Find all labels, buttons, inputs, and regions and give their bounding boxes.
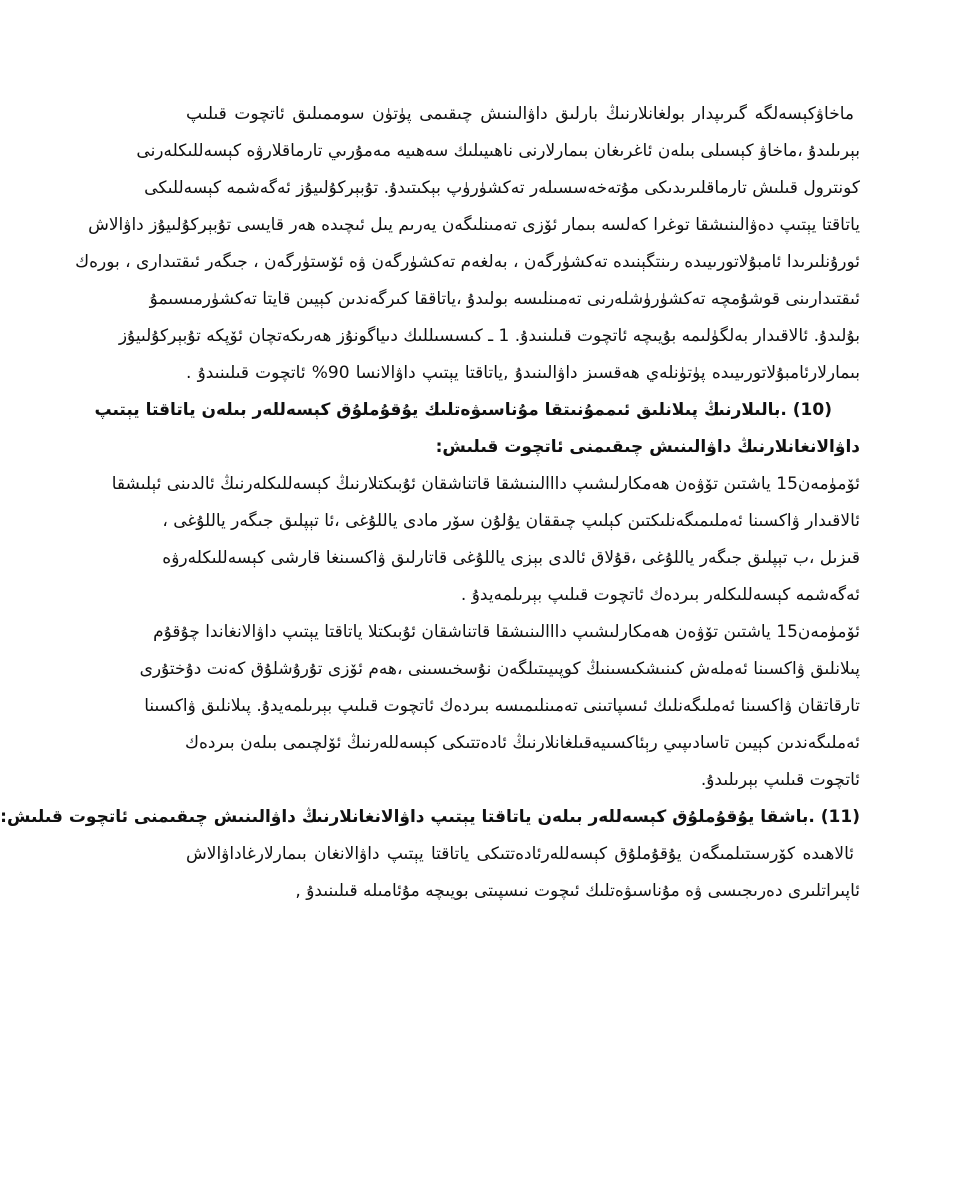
text-line: كونترول قىلىش تارماقلىرىدىكى مۇتەخەسسىلەر تەكشۈرۈپ بېكىتىدۇ. تۇبېركۇلىيۇز ئەگەشمە كېسەللىكى <box>144 178 860 198</box>
text-line: بېرىلىدۇ ،ماخاۋ كېسىلى بىلەن ئاغرىغان بىمارلارنى ناھىيىلىك سەھىيە مەمۇرىي تارماقلارۋە كېسەللىكلەرنى <box>136 141 860 161</box>
section-heading-continued: داۋالانغانلارنىڭ داۋالىنىش چىقىمنى ئاتچوت قىلىش: <box>435 437 860 457</box>
text-line: ياتاقتا يېتىپ دەۋالىنىشقا توغرا كەلسە بىمار ئۆزى تەمىنلىگەن يەرىم يىل ئىچىدە ھەر قايسى تۇبېركۇلىيۇز داۋالاش <box>88 215 860 235</box>
document-page <box>0 96 860 1120</box>
text-line: بىمارلارئامبۇلاتورىيىدە پۈتۈنلەي ھەقسىز داۋالىنىدۇ ,ياتاقتا يېتىپ داۋالانسا 90% ئاتچوت قىلىنىدۇ . <box>186 363 860 383</box>
text-line: پىلانلىق ۋاكسىنا ئەملەش كىنىشكىسىنىڭ كوپىيىتىلگەن نۇسخىسىنى ،ھەم ئۆزى تۇرۇشلۇق كەنت دۇختۇرى <box>139 659 860 679</box>
text-line: ماخاۋكېسەلگە گىرىپدار بولغانلارنىڭ بارلىق داۋالىنىش چىقىمى پۈتۈن سوممىلىق ئاتچوت قىلىپ <box>186 104 854 124</box>
text-line: ئۆمۈمەن15 ياشتىن تۆۋەن ھەمكارلىشىپ دااالىنىشقا قاتناشقان ئۇبىكتلارنىڭ كېسەللىكلەرنىڭ ئالدىنى ئېلىشقا <box>111 474 860 494</box>
text-line: تارقاتقان ۋاكسىنا ئەملىگەنلىك ئىسپاتىنى تەمىنلىمىسە بىردەك ئاتچوت قىلىپ بېرىلمەيدۇ. پىلانلىق ۋاكسىنا <box>144 696 860 716</box>
text-line: ئالاقىدار ۋاكسىنا ئەملىمىگەنلىكتىن كېلىپ چىققان يۇلۇن سۆر مادى ياللۇغى ،ئا تېپلىق جىگەر ياللۇغى ، <box>162 511 860 531</box>
section-heading: (10) .بالىلارنىڭ پىلانلىق ئىممۇنىتقا مۇناسىۋەتلىك يۇقۇملۇق كېسەللەر بىلەن ياتاقتا يېتىپ <box>94 400 832 420</box>
text-line: ئۆمۈمەن15 ياشتىن تۆۋەن ھەمكارلىشىپ دااالىنىشقا قاتناشقان ئۇبىكتلا ياتاقتا يېتىپ داۋالانغاندا چۇقۇم <box>153 622 860 642</box>
text-line: ئەملىگەندىن كېيىن تاسادىپىي رېئاكسىيەقىلغانلارنىڭ ئادەتتىكى كېسەللەرنىڭ ئۆلچىمى بىلەن بىردەك <box>184 733 860 753</box>
text-line: بۇلىدۇ. ئالاقىدار بەلگۈلىمە بۇيىچە ئاتچوت قىلىنىدۇ. 1 ـ كىسسىللىك دىياگونۇز ھەرىكەتچان ئۆپكە تۇبېركۇلىيۇز <box>118 326 860 346</box>
text-line: قىزىل ،ب تېپلىق جىگەر ياللۇغى ،قۇلاق ئالدى بېزى ياللۇغى قاتارلىق ۋاكسىنغا قارشى كېسەللىكلەرۋە <box>162 548 860 568</box>
text-line: ئورۇنلىرىدا ئامبۇلاتورىيىدە رىنتگېنىدە تەكشۈرگەن ، بەلغەم تەكشۈرگەن ۋە ئۆستۈرگەن ، جىگەر ئىقتىدارى ، بورەك <box>75 252 860 272</box>
text-line: ئاتچوت قىلىپ بېرىلىدۇ. <box>700 770 860 790</box>
text-line: ئىقتىدارىنى قوشۇمچە تەكشۈرۈشلەرنى تەمىنلىسە بولىدۇ ،ياتاققا كىرگەندىن كېيىن قايتا تەكشۈرمىسىمۇ <box>149 289 860 309</box>
text-line: ئالاھىدە كۆرسىتىلمىگەن يۇقۇملۇق كېسەللەرئادەتتىكى ياتاقتا يېتىپ داۋالانغان بىمارلارغاداۋالاش <box>186 844 854 864</box>
section-heading: (11) .باشقا يۇقۇملۇق كېسەللەر بىلەن ياتاقتا يېتىپ داۋالانغانلارنىڭ داۋالىنىش چىقىمنى ئاتچوت قىلىش: <box>0 807 860 827</box>
text-line: ئاپىراتلىرى دەرىجىسى ۋە مۇناسىۋەتلىك ئىچوت نىسپىتى بويىچە مۇئامىلە قىلىنىدۇ , <box>295 881 860 901</box>
text-line: ئەگەشمە كېسەللىكلەر بىردەك ئاتچوت قىلىپ بېرىلمەيدۇ . <box>460 585 860 605</box>
